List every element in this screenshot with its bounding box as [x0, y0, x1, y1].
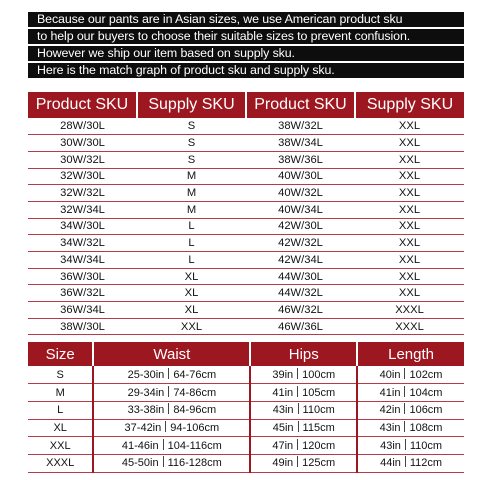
supply-sku-cell: XXL — [355, 118, 464, 135]
waist-cm: 116-128cm — [167, 457, 222, 470]
product-sku-cell: 32W/34L — [28, 201, 137, 218]
header-product-sku: Product SKU — [28, 92, 137, 118]
product-sku-cell: 30W/30L — [28, 135, 137, 152]
supply-sku-cell: XXL — [355, 185, 464, 202]
waist-cell — [93, 454, 250, 472]
divider — [163, 439, 164, 450]
notes-block — [28, 12, 464, 80]
sku-header-row — [28, 92, 464, 118]
product-sku-cell: 38W/30L — [28, 318, 137, 335]
length-cm: 104cm — [409, 386, 443, 399]
waist-cell — [93, 366, 250, 384]
divider — [404, 368, 405, 379]
table-row — [28, 185, 464, 202]
size-cell: L — [28, 401, 93, 419]
table-row — [28, 218, 464, 235]
product-sku-cell: 32W/32L — [28, 185, 137, 202]
header-product-sku: Product SKU — [246, 92, 355, 118]
size-cell: M — [28, 384, 93, 402]
supply-sku-cell: XXL — [137, 318, 246, 335]
note-line: Because our pants are in Asian sizes, we use American product sku — [28, 12, 464, 27]
size-cell: XXL — [28, 437, 93, 455]
hips-cell — [250, 437, 357, 455]
hips-cell — [250, 454, 357, 472]
product-sku-cell: 44W/30L — [246, 268, 355, 285]
waist-cell — [93, 384, 250, 402]
table-row — [28, 384, 464, 402]
length-in: 43in — [379, 421, 401, 434]
length-in: 43in — [380, 439, 401, 452]
product-sku-cell: 40W/30L — [246, 168, 355, 185]
table-row — [28, 437, 464, 455]
supply-sku-cell: XXL — [355, 151, 464, 168]
product-sku-cell: 34W/34L — [28, 252, 137, 269]
hips-cell — [250, 384, 357, 402]
hips-cm: 115cm — [302, 421, 335, 434]
hips-in: 47in — [272, 439, 294, 452]
divider — [297, 439, 298, 450]
header-size: Size — [28, 342, 93, 366]
sku-mapping-table — [28, 92, 464, 335]
hips-cm: 120cm — [302, 439, 336, 452]
divider — [298, 403, 299, 414]
size-cell: XXXL — [28, 454, 93, 472]
divider — [404, 403, 405, 414]
length-cm: 106cm — [409, 404, 443, 417]
length-cell — [357, 419, 464, 437]
table-row — [28, 401, 464, 419]
waist-in: 29-34in — [127, 386, 165, 399]
waist-cm: 64-76cm — [173, 368, 217, 381]
waist-in: 33-38in — [127, 404, 165, 417]
product-sku-cell: 42W/30L — [246, 218, 355, 235]
table-row — [28, 252, 464, 269]
table-row — [28, 419, 464, 437]
divider — [405, 456, 406, 467]
waist-in: 45-50in — [121, 457, 159, 470]
table-row — [28, 318, 464, 335]
supply-sku-cell: S — [137, 118, 246, 135]
size-cell: S — [28, 366, 93, 384]
divider — [297, 368, 298, 379]
header-hips: Hips — [250, 342, 357, 366]
product-sku-cell: 30W/32L — [28, 151, 137, 168]
supply-sku-cell: XXXL — [355, 302, 464, 319]
product-sku-cell: 38W/34L — [246, 135, 355, 152]
table-row — [28, 201, 464, 218]
hips-cm: 105cm — [302, 386, 336, 399]
table-row — [28, 454, 464, 472]
hips-cell — [250, 419, 357, 437]
waist-cm: 84-96cm — [173, 404, 217, 417]
divider — [298, 421, 299, 432]
product-sku-cell: 34W/30L — [28, 218, 137, 235]
size-cell: XL — [28, 419, 93, 437]
divider — [165, 421, 166, 432]
header-length: Length — [357, 342, 464, 366]
supply-sku-cell: XL — [137, 285, 246, 302]
supply-sku-cell: XXL — [355, 235, 464, 252]
divider — [168, 403, 169, 414]
hips-in: 43in — [272, 404, 294, 417]
hips-in: 49in — [272, 457, 294, 470]
header-waist: Waist — [93, 342, 250, 366]
supply-sku-cell: L — [137, 235, 246, 252]
product-sku-cell: 32W/30L — [28, 168, 137, 185]
divider — [404, 386, 405, 397]
waist-cm: 74-86cm — [173, 386, 217, 399]
product-sku-cell: 36W/32L — [28, 285, 137, 302]
product-sku-cell: 46W/32L — [246, 302, 355, 319]
length-cm: 108cm — [409, 421, 443, 434]
divider — [405, 439, 406, 450]
table-row — [28, 285, 464, 302]
waist-cell — [93, 437, 250, 455]
supply-sku-cell: XXL — [355, 218, 464, 235]
product-sku-cell: 44W/32L — [246, 285, 355, 302]
length-cm: 112cm — [409, 457, 443, 470]
table-row — [28, 268, 464, 285]
product-sku-cell: 34W/32L — [28, 235, 137, 252]
supply-sku-cell: XXL — [355, 252, 464, 269]
length-in: 41in — [379, 386, 401, 399]
supply-sku-cell: S — [137, 135, 246, 152]
header-supply-sku: Supply SKU — [355, 92, 464, 118]
supply-sku-cell: L — [137, 218, 246, 235]
header-supply-sku: Supply SKU — [137, 92, 246, 118]
length-in: 40in — [379, 368, 401, 381]
supply-sku-cell: XXL — [355, 135, 464, 152]
product-sku-cell: 38W/32L — [246, 118, 355, 135]
length-cell — [357, 384, 464, 402]
length-cell — [357, 437, 464, 455]
supply-sku-cell: XXL — [355, 201, 464, 218]
supply-sku-cell: M — [137, 201, 246, 218]
waist-in: 41-46in — [121, 439, 159, 452]
supply-sku-cell: XXL — [355, 168, 464, 185]
product-sku-cell: 28W/30L — [28, 118, 137, 135]
divider — [163, 456, 164, 467]
table-row — [28, 135, 464, 152]
length-cell — [357, 366, 464, 384]
product-sku-cell: 46W/36L — [246, 318, 355, 335]
size-header-row — [28, 342, 464, 366]
supply-sku-cell: XL — [137, 268, 246, 285]
hips-cm: 100cm — [302, 368, 336, 381]
hips-cell — [250, 366, 357, 384]
table-row — [28, 118, 464, 135]
length-cm: 102cm — [409, 368, 443, 381]
size-chart-table — [28, 342, 464, 473]
hips-cm: 110cm — [302, 404, 335, 417]
note-line: However we ship our item based on supply sku. — [28, 46, 464, 61]
supply-sku-cell: XXL — [355, 268, 464, 285]
divider — [404, 421, 405, 432]
table-row — [28, 366, 464, 384]
table-row — [28, 235, 464, 252]
hips-in: 41in — [272, 386, 294, 399]
supply-sku-cell: XXXL — [355, 318, 464, 335]
waist-cell — [93, 401, 250, 419]
table-row — [28, 302, 464, 319]
product-sku-cell: 38W/36L — [246, 151, 355, 168]
product-sku-cell: 40W/34L — [246, 201, 355, 218]
waist-in: 25-30in — [127, 368, 165, 381]
supply-sku-cell: M — [137, 185, 246, 202]
product-sku-cell: 36W/34L — [28, 302, 137, 319]
table-row — [28, 168, 464, 185]
hips-cm: 125cm — [302, 457, 336, 470]
hips-in: 45in — [272, 421, 294, 434]
length-in: 44in — [380, 457, 401, 470]
waist-in: 37-42in — [124, 421, 162, 434]
waist-cell — [93, 419, 250, 437]
length-cm: 110cm — [409, 439, 443, 452]
hips-cell — [250, 401, 357, 419]
supply-sku-cell: M — [137, 168, 246, 185]
waist-cm: 104-116cm — [167, 439, 222, 452]
supply-sku-cell: L — [137, 252, 246, 269]
waist-cm: 94-106cm — [170, 421, 220, 434]
product-sku-cell: 42W/32L — [246, 235, 355, 252]
note-line: to help our buyers to choose their suitable sizes to prevent confusion. — [28, 29, 464, 44]
length-in: 42in — [379, 404, 401, 417]
supply-sku-cell: XL — [137, 302, 246, 319]
divider — [297, 456, 298, 467]
length-cell — [357, 401, 464, 419]
note-line: Here is the match graph of product sku and supply sku. — [28, 63, 464, 78]
hips-in: 39in — [272, 368, 294, 381]
divider — [168, 368, 169, 379]
supply-sku-cell: S — [137, 151, 246, 168]
supply-sku-cell: XXL — [355, 285, 464, 302]
divider — [168, 386, 169, 397]
divider — [297, 386, 298, 397]
table-row — [28, 151, 464, 168]
product-sku-cell: 36W/30L — [28, 268, 137, 285]
length-cell — [357, 454, 464, 472]
product-sku-cell: 42W/34L — [246, 252, 355, 269]
product-sku-cell: 40W/32L — [246, 185, 355, 202]
